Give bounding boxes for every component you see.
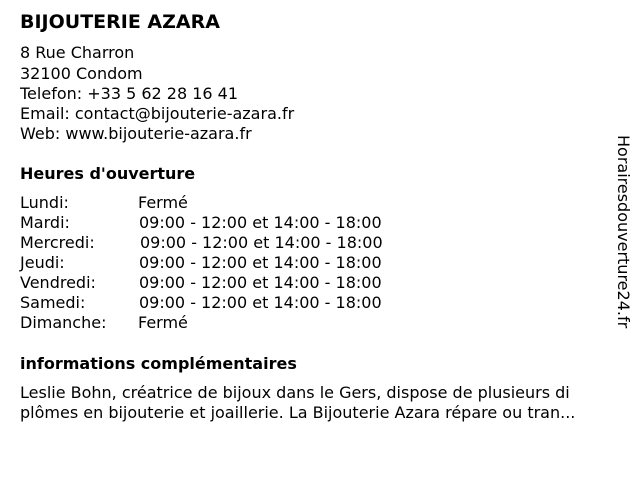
hours-value: 09:00 - 12:00 et 14:00 - 18:00 bbox=[139, 293, 382, 312]
hours-value: Fermé bbox=[138, 193, 188, 212]
address-street: 8 Rue Charron bbox=[20, 43, 135, 62]
hours-row-tuesday bbox=[20, 213, 500, 233]
hours-row-friday bbox=[20, 273, 500, 293]
description-line: plômes en bijouterie et joaillerie. La Bijouterie Azara répare ou tran... bbox=[20, 403, 576, 422]
description-line: Leslie Bohn, créatrice de bijoux dans le Gers, dispose de plusieurs di bbox=[20, 383, 570, 402]
opening-hours-heading: Heures d'ouverture bbox=[20, 164, 196, 183]
hours-value: 09:00 - 12:00 et 14:00 - 18:00 bbox=[139, 213, 382, 232]
additional-info-heading: informations complémentaires bbox=[20, 354, 297, 373]
business-name: BIJOUTERIE AZARA bbox=[20, 11, 220, 33]
web-line: Web: www.bijouterie-azara.fr bbox=[20, 124, 252, 143]
address-city: 32100 Condom bbox=[20, 64, 143, 83]
day-label: Mardi: bbox=[20, 213, 70, 232]
day-label: Vendredi: bbox=[20, 273, 96, 292]
hours-value: 09:00 - 12:00 et 14:00 - 18:00 bbox=[140, 233, 383, 252]
day-label: Dimanche: bbox=[20, 313, 107, 332]
hours-value: 09:00 - 12:00 et 14:00 - 18:00 bbox=[139, 273, 382, 292]
hours-row-thursday bbox=[20, 253, 500, 273]
phone-line: Telefon: +33 5 62 28 16 41 bbox=[20, 84, 239, 103]
site-watermark: Horairesdouverture24.fr bbox=[614, 135, 633, 329]
day-label: Mercredi: bbox=[20, 233, 95, 252]
hours-row-wednesday bbox=[20, 233, 500, 253]
day-label: Jeudi: bbox=[20, 253, 65, 272]
additional-info-text bbox=[20, 383, 632, 423]
hours-value: 09:00 - 12:00 et 14:00 - 18:00 bbox=[139, 253, 382, 272]
email-line: Email: contact@bijouterie-azara.fr bbox=[20, 104, 295, 123]
hours-row-saturday bbox=[20, 293, 500, 313]
day-label: Lundi: bbox=[20, 193, 69, 212]
hours-row-monday bbox=[20, 193, 500, 213]
hours-row-sunday bbox=[20, 313, 500, 333]
day-label: Samedi: bbox=[20, 293, 86, 312]
hours-value: Fermé bbox=[138, 313, 188, 332]
